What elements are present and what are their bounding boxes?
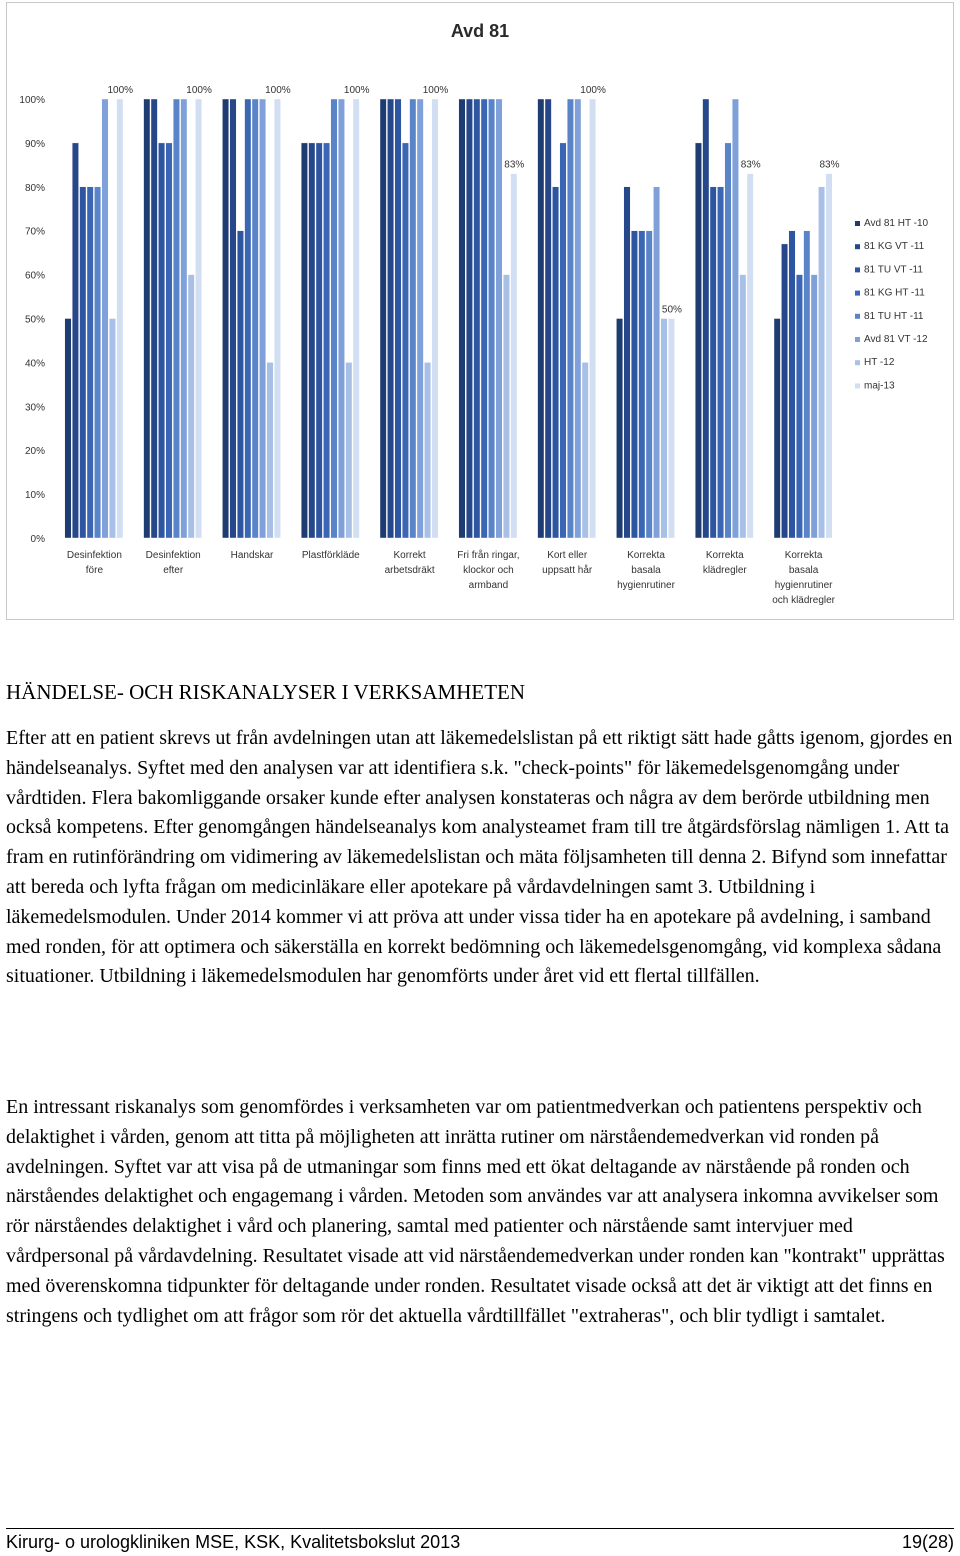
- bar: [424, 362, 430, 538]
- bar: [80, 187, 86, 538]
- bar: [710, 187, 716, 538]
- paragraph-2: En intressant riskanalys som genomfördes i verksamheten var om patientmedverkan och patientens perspektiv och delaktighet i vården, genom att titta på möjligheten att inrätta rutiner om närståendemedverkan vid ronden på avdelningen. Syftet var att visa på de utmaningar som finns med ett ökat deltagande av närstående på ronden och närståendes delaktighet och engagemang i vården. Metoden som användes var att analysera inkomna avvikelser som rör närståendes delaktighet i vård och planering, samtal med patienter och närstående samt intervjuer med vårdpersonal på vårdavdelning. Resultatet visade att vid närståendemedverkan under ronden kan "kontrakt" upprättas med överenskomna tidpunkter för deltagande under ronden. Resultatet visade också att det är viktigt att det finns en stringens och tydlighet om att frågor som rör det aktuella vårdtillfället "extraheras", och blir tydligt i samtalet.: [6, 1096, 945, 1327]
- data-label: 100%: [580, 85, 606, 96]
- legend-label: HT -12: [864, 357, 895, 369]
- data-label: 83%: [504, 159, 525, 171]
- bar: [252, 99, 258, 538]
- data-label: 50%: [661, 304, 682, 316]
- bar: [151, 99, 157, 538]
- bar: [144, 99, 150, 538]
- x-tick-label: Fri från ringar,: [457, 550, 520, 561]
- legend-swatch: [855, 360, 860, 365]
- bar: [323, 143, 329, 538]
- x-tick-label: före: [85, 565, 104, 576]
- bar: [747, 174, 753, 538]
- bar: [353, 99, 359, 538]
- bar: [237, 231, 243, 538]
- data-label: 83%: [740, 159, 761, 171]
- bar: [646, 231, 652, 538]
- bar: [616, 319, 622, 539]
- bar: [230, 99, 236, 538]
- bar: [109, 319, 115, 539]
- bar: [789, 231, 795, 538]
- bar: [380, 99, 386, 538]
- bar: [195, 99, 201, 538]
- bar: [811, 275, 817, 538]
- x-tick-label: klädregler: [702, 565, 747, 576]
- y-tick-label: 50%: [24, 314, 45, 326]
- bar: [538, 99, 544, 538]
- bar: [331, 99, 337, 538]
- bar: [259, 99, 265, 538]
- chart-title: Avd 81: [450, 21, 510, 41]
- bar: [740, 275, 746, 538]
- bar: [301, 143, 307, 538]
- x-tick-label: Handskar: [230, 550, 274, 561]
- bar: [267, 362, 273, 538]
- bar: [826, 174, 832, 538]
- bar: [668, 319, 674, 539]
- bar: [639, 231, 645, 538]
- bar: [631, 231, 637, 538]
- bar: [402, 143, 408, 538]
- bar: [804, 231, 810, 538]
- y-tick-label: 90%: [24, 138, 45, 150]
- bar: [796, 275, 802, 538]
- y-tick-label: 10%: [24, 490, 45, 502]
- bar: [481, 99, 487, 538]
- bar: [410, 99, 416, 538]
- legend-label: 81 TU VT -11: [864, 264, 923, 276]
- bar: [181, 99, 187, 538]
- legend-swatch: [855, 337, 860, 342]
- bar: [222, 99, 228, 538]
- x-tick-label: basala: [631, 565, 661, 576]
- x-tick-label: Desinfektion: [145, 550, 201, 561]
- x-tick-label: Korrekta: [705, 550, 744, 561]
- bar: [575, 99, 581, 538]
- bar: [188, 275, 194, 538]
- y-tick-label: 70%: [24, 226, 45, 238]
- bar: [387, 99, 393, 538]
- data-label: 100%: [265, 85, 291, 96]
- legend-swatch: [855, 244, 860, 249]
- bar: [582, 362, 588, 538]
- bar: [511, 174, 517, 538]
- x-tick-label: hygienrutiner: [617, 580, 675, 591]
- bar: [395, 99, 401, 538]
- bar: [653, 187, 659, 538]
- x-tick-label: Korrekta: [627, 550, 665, 561]
- y-tick-label: 0%: [30, 534, 45, 545]
- legend-label: 81 TU HT -11: [864, 310, 924, 322]
- y-tick-label: 80%: [24, 182, 45, 194]
- data-label: 100%: [422, 85, 449, 96]
- bar: [567, 99, 573, 538]
- bar: [245, 99, 251, 538]
- y-tick-label: 100%: [19, 95, 45, 106]
- bar: [346, 362, 352, 538]
- bar: [488, 99, 494, 538]
- bar: [703, 99, 709, 538]
- bar: [496, 99, 502, 538]
- footer-text: Kirurg- o urologkliniken MSE, KSK, Kvalitetsbokslut 2013: [6, 1532, 461, 1552]
- legend-swatch: [855, 221, 860, 226]
- page-number: 19(28): [901, 1532, 954, 1552]
- bar: [72, 143, 78, 538]
- legend-label: Avd 81 VT -12: [864, 334, 928, 345]
- bar: [459, 99, 465, 538]
- bar: [102, 99, 108, 538]
- bar-chart: [7, 3, 953, 619]
- chart-figure: [6, 2, 954, 620]
- legend-label: 81 KG VT -11: [864, 241, 925, 253]
- data-label: 100%: [343, 85, 370, 96]
- bar: [717, 187, 723, 538]
- legend-swatch: [855, 267, 860, 272]
- x-tick-label: Korrekta: [784, 550, 823, 561]
- y-tick-label: 60%: [24, 270, 45, 282]
- x-tick-label: basala: [788, 565, 819, 576]
- bar: [725, 143, 731, 538]
- legend-swatch: [855, 291, 860, 296]
- x-tick-label: Desinfektion: [66, 550, 122, 561]
- x-tick-label: och klädregler: [772, 595, 836, 606]
- bar: [158, 143, 164, 538]
- y-tick-label: 30%: [24, 402, 45, 414]
- bar: [774, 319, 780, 539]
- legend-label: maj-13: [864, 380, 895, 392]
- bar: [173, 99, 179, 538]
- data-label: 83%: [819, 159, 840, 171]
- bar: [316, 143, 322, 538]
- x-tick-label: arbetsdräkt: [384, 565, 435, 576]
- bar: [545, 99, 551, 538]
- bar: [166, 143, 172, 538]
- bar: [274, 99, 280, 538]
- bar: [417, 99, 423, 538]
- legend-label: 81 KG HT -11: [864, 287, 925, 299]
- x-tick-label: hygienrutiner: [774, 580, 833, 591]
- bar: [503, 275, 509, 538]
- legend-label: Avd 81 HT -10: [864, 218, 929, 229]
- bar: [94, 187, 100, 538]
- bar: [624, 187, 630, 538]
- footer-divider: [6, 1528, 954, 1529]
- bar: [466, 99, 472, 538]
- legend-swatch: [855, 383, 860, 388]
- x-tick-label: efter: [163, 565, 184, 576]
- x-tick-label: klockor och: [463, 565, 514, 576]
- x-tick-label: Korrekt: [393, 550, 426, 561]
- bar: [818, 187, 824, 538]
- x-tick-label: Plastförkläde: [301, 550, 360, 561]
- x-tick-label: armband: [468, 580, 509, 591]
- paragraph-1: Efter att en patient skrevs ut från avdelningen utan att läkemedelslistan på ett riktigt sätt hade gåtts igenom, gjordes en händelseanalys. Syftet med den analysen var att identifiera s.k. "check-points" för läkemedelsgenomgång under vårdtiden. Flera bakomliggande orsaker kunde efter analysen konstateras och några av dem berörde utbildning men också kompetens. Efter genomgången händelseanalys kom analysteamet fram till tre åtgärdsförslag nämligen 1. Att ta fram en rutinförändring om vidimering av läkemedelslistan och mäta följsamheten till denna 2. Bifynd som innefattar att bereda och lyfta frågan om medicinläkare eller apotekare på vårdavdelningen samt 3. Utbildning i läkemedelsmodulen. Under 2014 kommer vi att pröva att under vissa tider ha en apotekare på avdelning, i samband med ronden, för att optimera och säkerställa en korrekt bedömning och läkemedelsgenomgång, vid komplexa sådana situationer. Utbildning i läkemedelsmodulen har genomförts under året vid ett flertal tillfällen.: [6, 727, 953, 988]
- bar: [589, 99, 595, 538]
- bar: [65, 319, 71, 539]
- bar: [309, 143, 315, 538]
- bar: [117, 99, 123, 538]
- bar: [338, 99, 344, 538]
- bar: [432, 99, 438, 538]
- bar: [732, 99, 738, 538]
- x-tick-label: Kort eller: [547, 550, 588, 561]
- bar: [695, 143, 701, 538]
- section-heading: HÄNDELSE- OCH RISKANALYSER I VERKSAMHETEN: [6, 680, 526, 704]
- legend-swatch: [855, 314, 860, 319]
- x-tick-label: uppsatt hår: [542, 565, 593, 576]
- bar: [781, 244, 787, 538]
- bar: [661, 319, 667, 539]
- data-label: 100%: [186, 85, 212, 96]
- y-tick-label: 40%: [24, 358, 45, 370]
- y-tick-label: 20%: [24, 446, 45, 458]
- data-label: 100%: [107, 85, 134, 96]
- bar: [552, 187, 558, 538]
- bar: [87, 187, 93, 538]
- bar: [474, 99, 480, 538]
- bar: [560, 143, 566, 538]
